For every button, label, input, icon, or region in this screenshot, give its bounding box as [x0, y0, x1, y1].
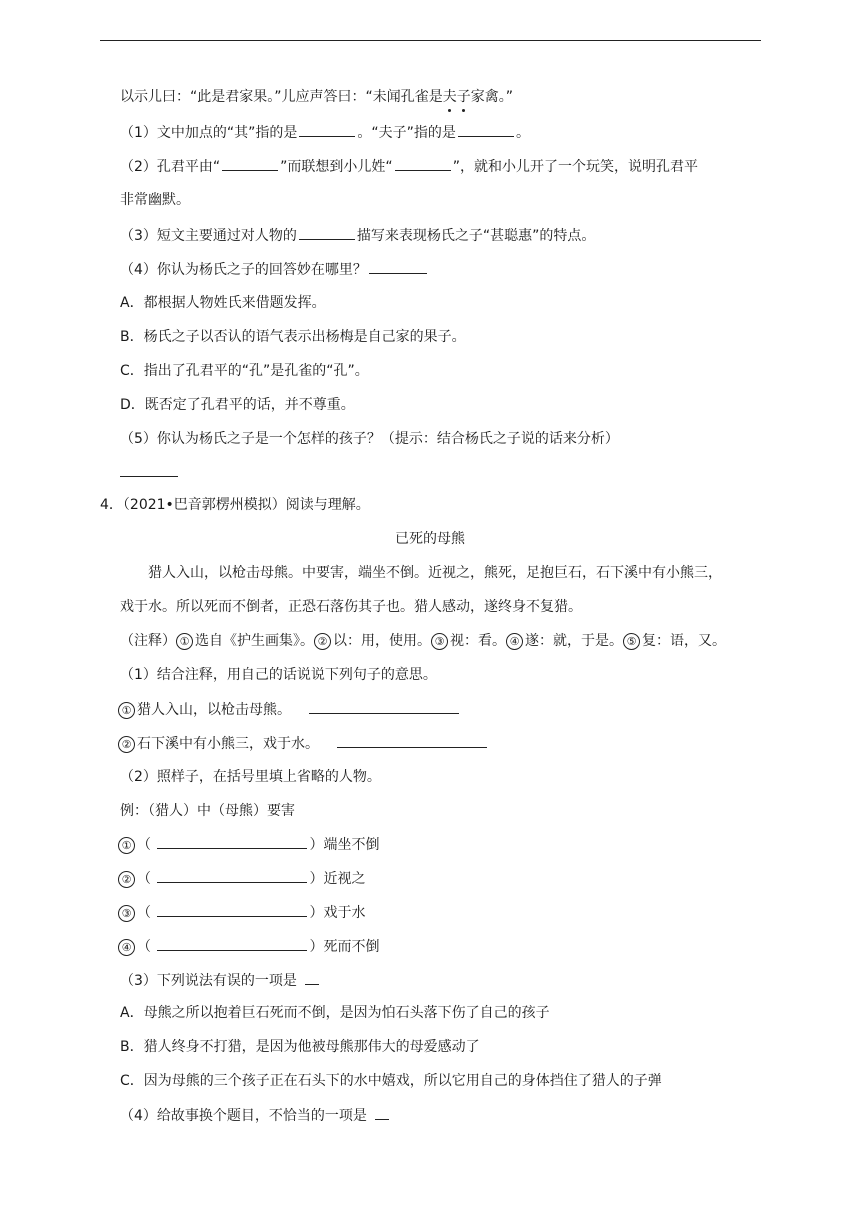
- paren-open: （: [137, 939, 156, 955]
- paren-open: （: [137, 905, 156, 921]
- q4-sub1-item-2: [118, 733, 489, 753]
- q4-fill-item-4: [118, 936, 379, 956]
- paren-open: （: [137, 837, 156, 853]
- passage-para-1: 猎人入山，以枪击母熊。中要害，端坐不倒。近视之，熊死，足抱巨石，石下溪中有小熊三，: [148, 565, 722, 581]
- paren-close: ）: [309, 939, 324, 955]
- q3-option-b: B．杨氏之子以否认的语气表示出杨梅是自己家的果子。: [120, 329, 466, 345]
- passage-para-2: 戏于水。所以死而不倒者，正恐石落伤其子也。猎人感动，遂终身不复猎。: [120, 599, 582, 615]
- note-text: 选自《护生画集》。: [195, 633, 314, 649]
- answer-blank[interactable]: [299, 225, 355, 240]
- question-text: （4）给故事换个题目，不恰当的一项是: [120, 1108, 367, 1124]
- fill-text: 端坐不倒: [323, 837, 380, 853]
- question-text: （1）文中加点的“其”指的是: [120, 125, 298, 141]
- circled-number: ①: [176, 633, 193, 650]
- paren-close: ）: [309, 837, 324, 853]
- q3-option-d: D．既否定了孔君平的话，并不尊重。: [120, 397, 355, 413]
- q4-sub1: （1）结合注释，用自己的话说说下列句子的意思。: [120, 667, 437, 683]
- circled-number: ②: [118, 871, 135, 888]
- answer-blank[interactable]: [458, 122, 514, 137]
- emphasis-char: 子: [456, 89, 471, 105]
- q4-fill-item-3: [118, 902, 365, 922]
- fill-text: 死而不倒: [323, 939, 380, 955]
- sentence-text: 猎人入山，以枪击母熊。: [137, 702, 291, 718]
- question-text: 。: [515, 125, 530, 141]
- q4-sub1-item-1: [118, 699, 461, 719]
- q3-sub2: [120, 156, 698, 176]
- question-text: ”，就和小儿开了一个玩笑，说明孔君平: [452, 159, 698, 175]
- circled-number: ③: [118, 905, 135, 922]
- answer-blank[interactable]: [375, 1105, 389, 1120]
- fill-text: 戏于水: [323, 905, 366, 921]
- q3-option-a: A．都根据人物姓氏来借题发挥。: [120, 295, 326, 311]
- notes-label: （注释）: [120, 633, 176, 649]
- q4-sub4: [120, 1105, 391, 1125]
- q4-fill-item-2: [118, 868, 365, 888]
- passage-text: 以示儿曰：“此是君家果。”儿应声答曰：“未闻孔雀是: [120, 89, 443, 105]
- circled-number: ①: [118, 837, 135, 854]
- answer-blank[interactable]: [157, 868, 307, 883]
- question-text: ”而联想到小儿姓“: [280, 159, 393, 175]
- circled-number: ④: [506, 633, 523, 650]
- q4-option-b: B．猎人终身不打猎，是因为他被母熊那伟大的母爱感动了: [120, 1039, 480, 1055]
- passage-text: 家禽。”: [470, 89, 514, 105]
- note-text: 以：用，使用。: [333, 633, 431, 649]
- question-text: （3）短文主要通过对人物的: [120, 228, 297, 244]
- q4-sub2: （2）照样子，在括号里填上省略的人物。: [120, 769, 381, 785]
- question-text: （3）下列说法有误的一项是: [120, 973, 297, 989]
- answer-blank[interactable]: [337, 733, 487, 748]
- answer-blank[interactable]: [305, 970, 319, 985]
- fill-text: 近视之: [323, 871, 366, 887]
- q4-sub3: [120, 970, 321, 990]
- q3-sub2-cont: 非常幽默。: [120, 192, 190, 208]
- q4-fill-item-1: [118, 834, 379, 854]
- answer-blank[interactable]: [369, 259, 427, 274]
- circled-number: ①: [118, 702, 135, 719]
- q3-sub4: [120, 259, 429, 279]
- circled-number: ⑤: [623, 633, 640, 650]
- answer-blank[interactable]: [222, 156, 278, 171]
- q3-sub1: [120, 122, 530, 142]
- answer-blank[interactable]: [309, 699, 459, 714]
- answer-blank[interactable]: [120, 462, 178, 477]
- circled-number: ③: [431, 633, 448, 650]
- paren-close: ）: [309, 905, 324, 921]
- q3-sub5: （5）你认为杨氏之子是一个怎样的孩子？（提示：结合杨氏之子说的话来分析）: [120, 431, 619, 447]
- emphasis-char: 夫: [442, 89, 457, 105]
- answer-blank[interactable]: [395, 156, 451, 171]
- question-text: （2）孔君平由“: [120, 159, 221, 175]
- paren-close: ）: [309, 871, 324, 887]
- answer-blank[interactable]: [157, 936, 307, 951]
- q4-header: 4．（2021•巴音郭楞州模拟）阅读与理解。: [100, 497, 370, 513]
- header-rule: [100, 40, 761, 41]
- q4-option-a: A．母熊之所以抱着巨石死而不倒，是因为怕石头落下伤了自己的孩子: [120, 1005, 550, 1021]
- circled-number: ④: [118, 939, 135, 956]
- answer-blank[interactable]: [157, 834, 307, 849]
- question-text: 描写来表现杨氏之子“甚聪惠”的特点。: [356, 228, 596, 244]
- paren-open: （: [137, 871, 156, 887]
- note-text: 复：语，又。: [642, 633, 726, 649]
- passage-last-line: [120, 87, 513, 107]
- note-text: 视：看。: [450, 633, 506, 649]
- circled-number: ②: [314, 633, 331, 650]
- q3-sub3: [120, 225, 595, 245]
- q4-option-c: C．因为母熊的三个孩子正在石头下的水中嬉戏，所以它用自己的身体挡住了猎人的子弹: [120, 1073, 662, 1089]
- sentence-text: 石下溪中有小熊三，戏于水。: [137, 736, 319, 752]
- passage-notes: [120, 631, 726, 651]
- question-text: 。“夫子”指的是: [357, 125, 456, 141]
- circled-number: ②: [118, 736, 135, 753]
- q3-option-c: C．指出了孔君平的“孔”是孔雀的“孔”。: [120, 363, 369, 379]
- answer-blank[interactable]: [157, 902, 307, 917]
- passage-title: 已死的母熊: [395, 531, 465, 547]
- q3-sub5-answer: [118, 462, 180, 482]
- q4-example: 例：（猎人）中（母熊）要害: [120, 803, 295, 819]
- answer-blank[interactable]: [299, 122, 355, 137]
- note-text: 遂：就，于是。: [525, 633, 623, 649]
- question-text: （4）你认为杨氏之子的回答妙在哪里？: [120, 262, 367, 278]
